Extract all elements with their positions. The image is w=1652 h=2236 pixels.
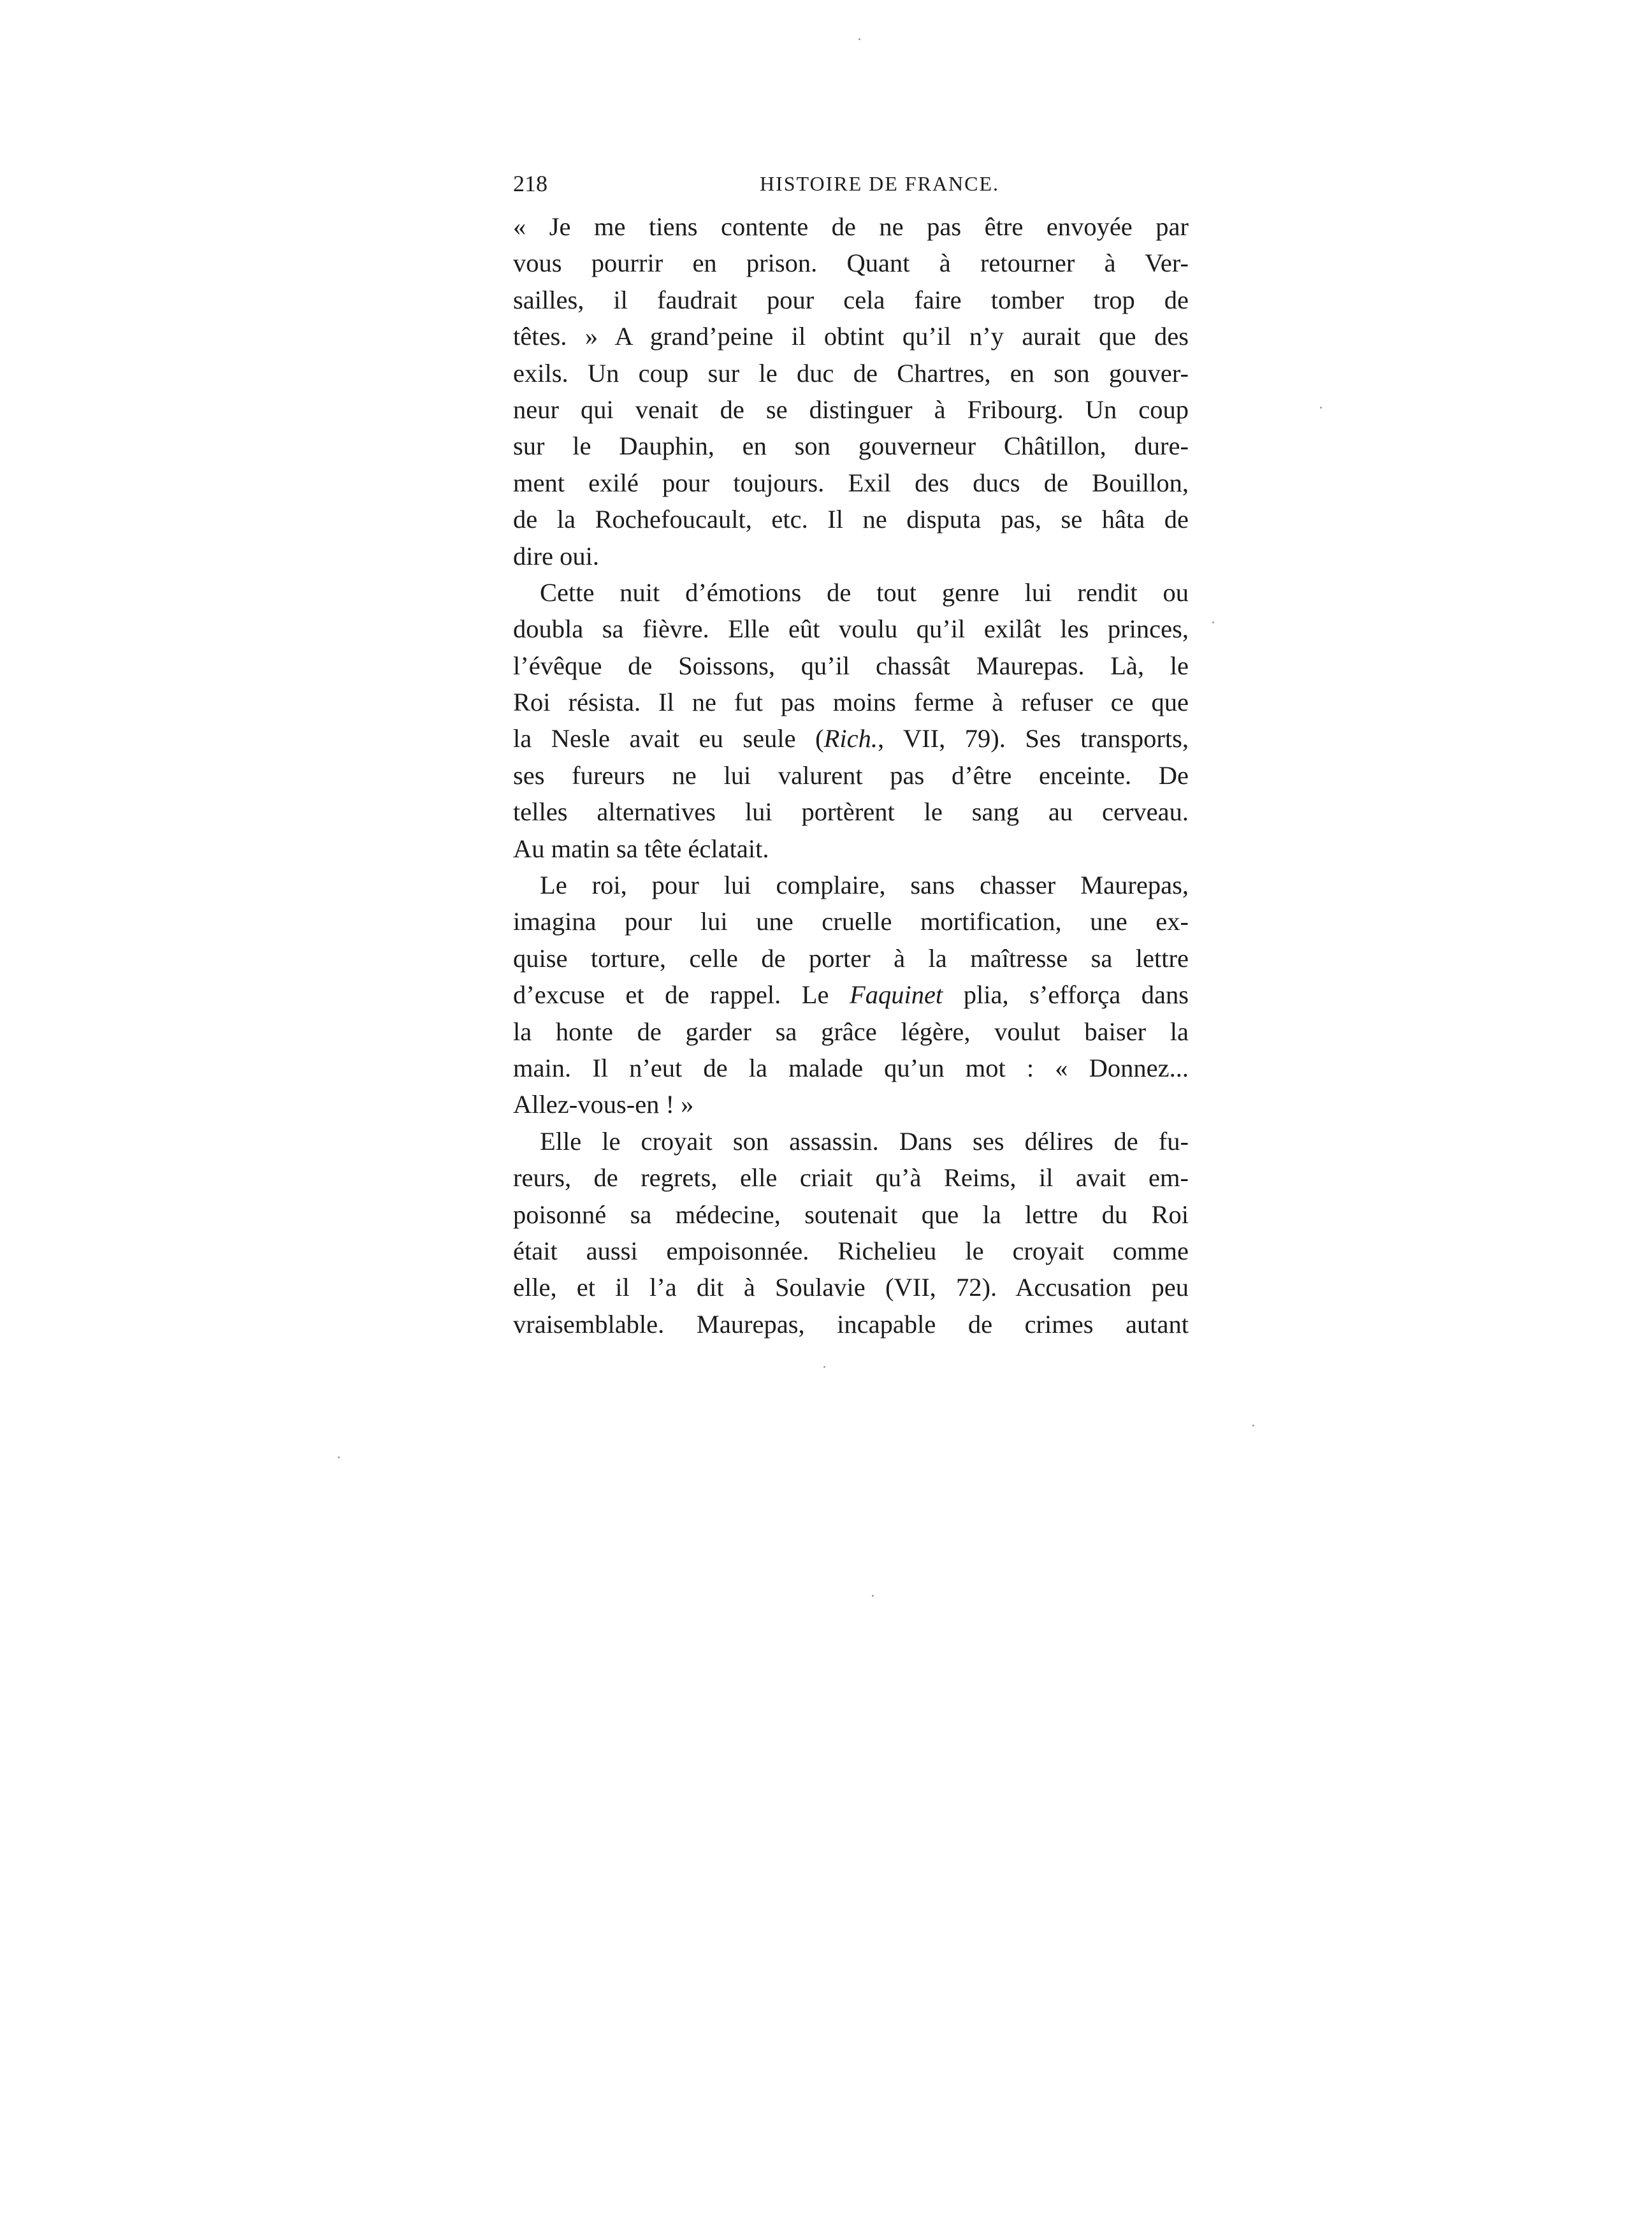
text-line: était aussi empoisonnée. Richelieu le croyait comme (513, 1236, 1189, 1265)
text-line: Cette nuit d’émotions de tout genre lui rendit ou (540, 577, 1189, 607)
text-line-with-italic (513, 976, 1189, 1013)
body-text (513, 208, 1189, 1342)
scan-speck (1212, 621, 1214, 623)
text-line: neur qui venait de se distinguer à Fribourg. Un coup (513, 395, 1189, 424)
text-line: vous pourrir en prison. Quant à retourner à Ver- (513, 249, 1189, 278)
text-line: Le roi, pour lui complaire, sans chasser Maurepas, (540, 871, 1189, 900)
line-part: , VII, 79). Ses transports, (877, 724, 1189, 753)
scan-speck (859, 38, 860, 40)
page-header (513, 164, 1189, 203)
text-line: Elle le croyait son assassin. Dans ses délires de fu- (540, 1126, 1189, 1156)
text-line: têtes. » A grand’peine il obtint qu’il n’y aurait que des (513, 322, 1189, 351)
citation-abbrev: Rich. (823, 724, 878, 753)
line-part: d’excuse et de rappel. Le (513, 980, 850, 1010)
text-line: poisonné sa médecine, soutenait que la lettre du Roi (513, 1200, 1189, 1229)
italic-word: Faquinet (849, 980, 943, 1010)
text-line: telles alternatives lui portèrent le sang au cerveau. (513, 797, 1189, 827)
scan-speck (338, 1456, 340, 1458)
text-line: l’évêque de Soissons, qu’il chassât Maurepas. Là, le (513, 651, 1189, 680)
line-part: la Nesle avait eu seule ( (513, 724, 824, 753)
text-line: vraisemblable. Maurepas, incapable de crimes autant (513, 1309, 1189, 1339)
scan-speck (872, 1595, 874, 1597)
running-title: HISTOIRE DE FRANCE. (759, 172, 1000, 195)
text-line: exils. Un coup sur le duc de Chartres, en son gouver- (513, 358, 1189, 388)
text-line: sailles, il faudrait pour cela faire tomber trop de (513, 285, 1189, 314)
text-line: Au matin sa tête éclatait. (513, 834, 769, 863)
scan-speck (1252, 1425, 1254, 1427)
text-line: ment exilé pour toujours. Exil des ducs de Bouillon, (513, 468, 1189, 497)
line-part: plia, s’efforça dans (943, 980, 1189, 1010)
text-line: de la Rochefoucault, etc. Il ne disputa pas, se hâta de (513, 505, 1189, 534)
page-number: 218 (513, 171, 547, 196)
text-line: main. Il n’eut de la malade qu’un mot : « Donnez... (513, 1053, 1189, 1082)
text-line: imagina pour lui une cruelle mortification, une ex- (513, 907, 1189, 936)
text-line-with-citation (513, 720, 1189, 757)
text-line: Roi résista. Il ne fut pas moins ferme à refuser ce que (513, 688, 1189, 717)
text-line: la honte de garder sa grâce légère, voulut baiser la (513, 1017, 1189, 1046)
text-line: sur le Dauphin, en son gouverneur Châtillon, dure- (513, 432, 1189, 461)
scan-speck (1320, 407, 1322, 409)
text-line: elle, et il l’a dit à Soulavie (VII, 72). Accusation peu (513, 1273, 1189, 1302)
text-line: Allez-vous-en ! » (513, 1090, 694, 1119)
text-line: ses fureurs ne lui valurent pas d’être enceinte. De (513, 760, 1189, 790)
text-line: doubla sa fièvre. Elle eût voulu qu’il exilât les princes, (513, 614, 1189, 644)
text-line: « Je me tiens contente de ne pas être envoyée par (513, 212, 1189, 241)
text-line: quise torture, celle de porter à la maîtresse sa lettre (513, 943, 1189, 973)
text-line: reurs, de regrets, elle criait qu’à Reims, il avait em- (513, 1163, 1189, 1193)
scan-speck (823, 1366, 825, 1368)
text-line: dire oui. (513, 541, 599, 570)
